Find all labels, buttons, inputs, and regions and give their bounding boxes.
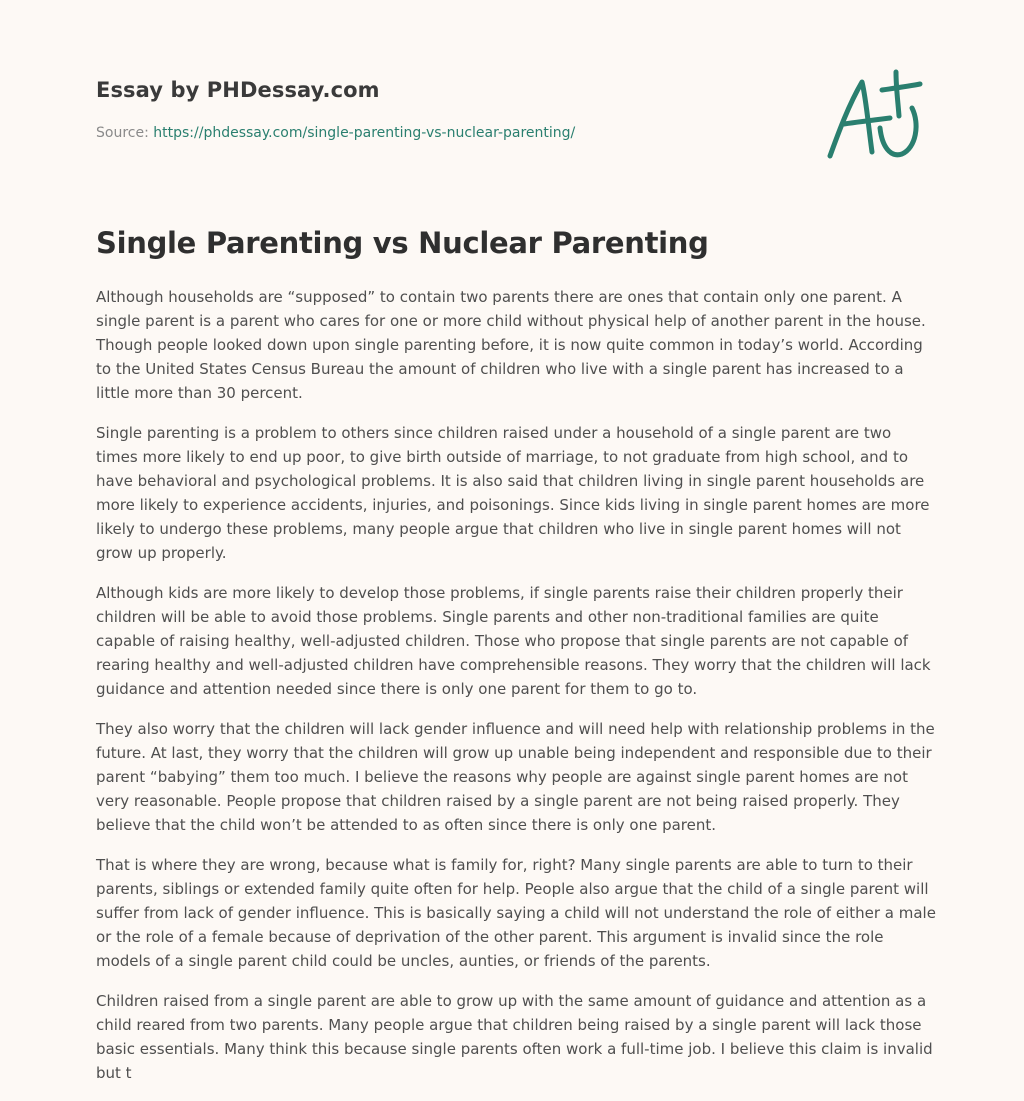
essay-paragraph: That is where they are wrong, because what is family for, right? Many single parents are able to turn to their parents, siblings or extended family quite often for help. People also argue that the child of a single parent will suffer from lack of gender influence. This is basically saying a child will not understand the role of either a male or the role of a female because of deprivation of the other parent. This argument is invalid since the role models of a single parent child could be uncles, aunties, or friends of the parents. [96,856,936,970]
a-plus-logo-icon [824,68,928,164]
brand-title: Essay by PHDessay.com [96,78,380,102]
essay-paragraph: They also worry that the children will lack gender influence and will need help with relationship problems in the future. At last, they worry that the children will grow up unable being independent and responsible due to their parent “babying” them too much. I believe the reasons why people are against single parent homes are not very reasonable. People propose that children raised by a single parent are not being raised properly. They believe that the child won’t be attended to as often since there is only one parent. [96,720,935,834]
source-label: Source: [96,125,149,141]
essay-paragraph: Although kids are more likely to develop those problems, if single parents raise their children properly their children will be able to avoid those problems. Single parents and other non-traditional families are quite capable of raising healthy, well-adjusted children. Those who propose that single parents are not capable of rearing healthy and well-adjusted children have comprehensible reasons. They worry that the children will lack guidance and attention needed since there is only one parent for them to go to. [96,584,931,698]
essay-paragraph: Single parenting is a problem to others since children raised under a household of a single parent are two times more likely to end up poor, to give birth outside of marriage, to not graduate from high school, and to have behavioral and psychological problems. It is also said that children living in single parent households are more likely to experience accidents, injuries, and poisonings. Since kids living in single parent homes are more likely to undergo these problems, many people argue that children who live in single parent homes will not grow up properly. [96,424,930,562]
essay-header [96,72,928,182]
source-line [96,125,575,141]
essay-paragraph: Although households are “supposed” to contain two parents there are ones that contain only one parent. A single parent is a parent who cares for one or more child without physical help of another parent in the house. Though people looked down upon single parenting before, it is now quite common in today’s world. According to the United States Census Bureau the amount of children who live with a single parent has increased to a little more than 30 percent. [96,288,926,402]
source-link[interactable]: https://phdessay.com/single-parenting-vs-nuclear-parenting/ [153,125,576,141]
essay-paragraph: Children raised from a single parent are able to grow up with the same amount of guidance and attention as a child reared from two parents. Many people argue that children being raised by a single parent will lack those basic essentials. Many think this because single parents often work a full-time job. I believe this claim is invalid but t [96,992,933,1082]
essay-body [96,285,936,1101]
essay-title: Single Parenting vs Nuclear Parenting [96,226,709,260]
